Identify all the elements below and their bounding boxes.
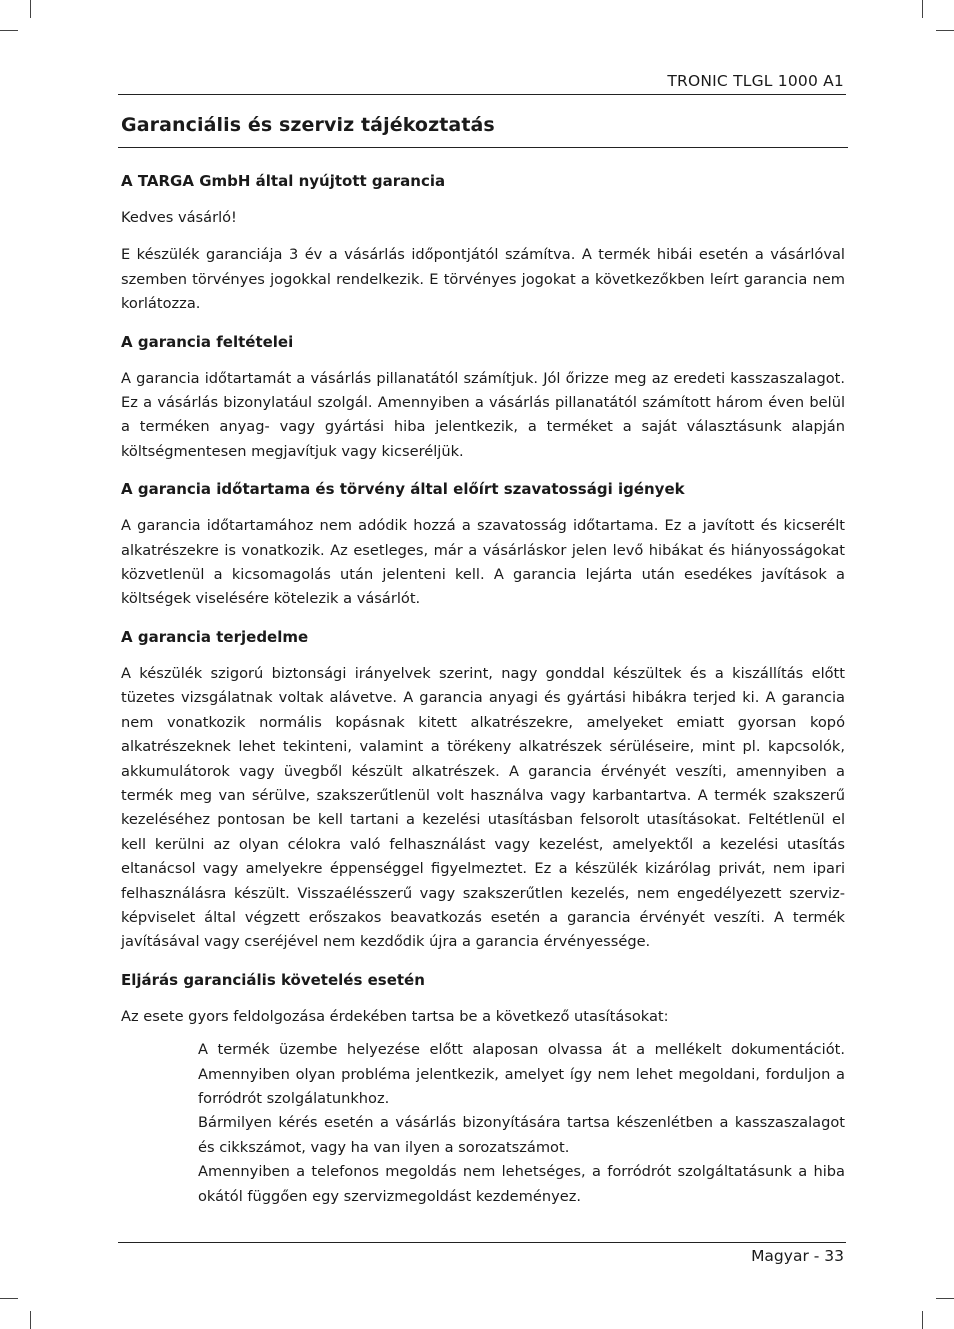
paragraph: Kedves vásárló! bbox=[121, 209, 237, 226]
document-body bbox=[121, 169, 845, 1209]
section-garancia-idotartama bbox=[121, 477, 845, 612]
section-garancia-feltetelei bbox=[121, 330, 845, 465]
section-heading: A garancia terjedelme bbox=[121, 627, 309, 646]
instruction-item: A termék üzembe helyezése előtt alaposan olvassa át a mellékelt dokumentációt. Amennyiben olyan probléma jelentkezik, amelyet így nem lehet megoldani, forduljon a forródrót szolgálatunkhoz. bbox=[198, 1041, 845, 1107]
instruction-list bbox=[198, 1038, 845, 1209]
instruction-item: Bármilyen kérés esetén a vásárlás bizonyítására tartsa készenlétben a kasszaszalagot és cikkszámot, vagy ha van ilyen a sorozatszámot. bbox=[198, 1114, 845, 1156]
paragraph: A garancia időtartamához nem adódik hozzá a szavatosság időtartama. Ez a javított és kicserélt alkatrészekre is vonatkozik. Az esetleges, már a vásárláskor jelen levő hibákat és hiányosságokat közvetlenül a kicsomagolás után jelenteni kell. A garancia lejárta után esedékes javítások a költségek viselésére kötelezik a vásárlót. bbox=[121, 517, 845, 608]
section-garancia-terjedelme bbox=[121, 625, 845, 955]
crop-mark bbox=[30, 1311, 31, 1329]
instruction-item: Amennyiben a telefonos megoldás nem lehetséges, a forródrót szolgáltatásunk a hiba okától függően egy szervizmegoldást kezdeményez. bbox=[198, 1163, 845, 1205]
section-heading: A garancia időtartama és törvény által előírt szavatossági igények bbox=[121, 480, 685, 499]
section-heading: A TARGA GmbH által nyújtott garancia bbox=[121, 172, 446, 190]
running-header: TRONIC TLGL 1000 A1 bbox=[667, 72, 844, 90]
paragraph: A készülék szigorú biztonsági irányelvek szerint, nagy gonddal készültek és a kiszállítás előtt tüzetes vizsgálatnak voltak alávetve. A garancia anyagi és gyártási hibákra terjed ki. A garancia nem vonatkozik normális kopásnak kitett alkatrészekre, amelyeket emiatt gyorsan kopó alkatrészeknek lehet tekinteni, valamint a törékeny alkatrészek sérüléseire, mint pl. kapcsolók, akkumulátorok vagy üvegből készült alkatrészek. A garancia érvényét veszíti, amennyiben a termék meg van sérülve, szakszerűtlenül volt használva vagy karbantartva. A termék szakszerű kezeléséhez pontosan be kell tartani a kezelési utasításban felsorolt utasításokat. Feltétlenül el kell kerülni az olyan célokra való felhasználást vagy kezelést, amelyektől a kezelési utasítás eltanácsol vagy amelyekre éppenséggel figyelmeztet. Ez a készülék kizárólag privát, nem ipari felhasználásra készült. Visszaélésszerű vagy szakszerűtlen kezelés, nem engedélyezett szerviz-képviselet által végzett erőszakos beavatkozás esetén a garancia érvényét veszíti. A termék javításával vagy cseréjével nem kezdődik újra a garancia érvényessége. bbox=[121, 664, 845, 951]
paragraph: E készülék garanciája 3 év a vásárlás időpontjától számítva. A termék hibái esetén a vásárlóval szemben törvényes jogokkal rendelkezik. E törvényes jogokat a következőkben leírt garancia nem korlátozza. bbox=[121, 246, 845, 313]
page-number: Magyar - 33 bbox=[751, 1247, 844, 1265]
paragraph: Az esete gyors feldolgozása érdekében tartsa be a következő utasításokat: bbox=[121, 1007, 669, 1025]
page-title: Garanciális és szerviz tájékoztatás bbox=[121, 114, 495, 136]
paragraph: A garancia időtartamát a vásárlás pillanatától számítjuk. Jól őrizze meg az eredeti kasszaszalagot. Ez a vásárlás bizonylatául szolgál. Amennyiben a vásárlás pillanatától számított három éven belül a terméken anyag- vagy gyártási hiba jelentkezik, a terméket a saját választásunk alapján költségmentesen megjavítjuk vagy kicseréljük. bbox=[121, 369, 845, 460]
crop-mark bbox=[936, 1298, 954, 1299]
crop-mark bbox=[0, 1298, 18, 1299]
crop-mark bbox=[922, 0, 923, 18]
crop-mark bbox=[922, 1311, 923, 1329]
section-heading: A garancia feltételei bbox=[121, 332, 294, 351]
section-eljaras bbox=[121, 968, 845, 1209]
section-targa-garancia bbox=[121, 169, 845, 317]
crop-mark bbox=[0, 30, 18, 31]
footer-divider bbox=[118, 1242, 846, 1243]
crop-mark bbox=[936, 30, 954, 31]
crop-mark bbox=[30, 0, 31, 18]
header-divider bbox=[118, 94, 846, 95]
title-divider bbox=[118, 147, 848, 148]
section-heading: Eljárás garanciális követelés esetén bbox=[121, 970, 425, 989]
